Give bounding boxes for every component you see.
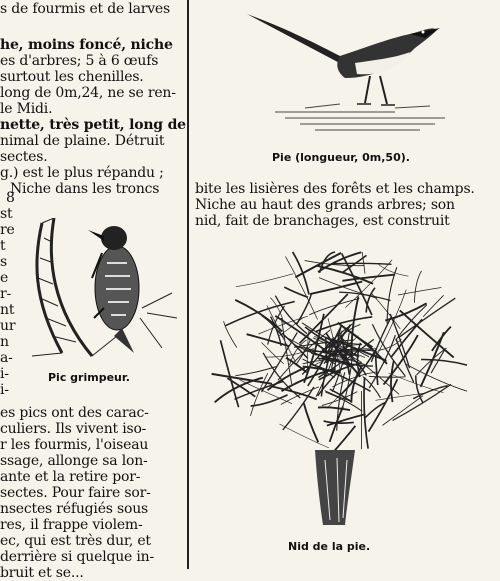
text-line: derrière si quelque in-: [0, 549, 154, 565]
text-line: r les fourmis, l'oiseau: [0, 437, 148, 453]
text-line: sectes.: [0, 149, 47, 165]
text-fragment: nt: [0, 302, 14, 318]
text-fragment: ur: [0, 318, 15, 334]
nest-stick: [393, 384, 451, 420]
text-line: nette, très petit, long de: [0, 117, 186, 133]
nest-stick: [236, 367, 277, 376]
text-fragment: t: [0, 238, 5, 254]
nest-stick: [333, 263, 391, 264]
text-line: Niche dans les troncs: [10, 181, 159, 197]
nest-stick: [309, 299, 359, 315]
nest-stick: [304, 403, 319, 442]
text-line: sectes. Pour faire sor-: [0, 485, 151, 501]
nest-stick: [421, 359, 467, 365]
text-line: ssage, allonge sa lon-: [0, 453, 148, 469]
nest-stick: [366, 288, 375, 313]
text-line: ec, qui est très dur, et: [0, 533, 151, 549]
text-fragment: 8: [6, 190, 15, 206]
text-fragment: r-: [0, 286, 11, 302]
nest-stick: [221, 340, 239, 407]
nest-stick: [332, 426, 356, 454]
nest-stick: [383, 396, 424, 426]
nest-stick: [279, 424, 328, 448]
text-line: le Midi.: [0, 101, 52, 117]
magpie-illustration: [245, 8, 460, 138]
nest-stick: [296, 294, 311, 325]
nest-stick: [391, 319, 422, 357]
text-line: g.) est le plus répandu ;: [0, 165, 164, 181]
nest-stick: [310, 282, 362, 295]
nest-stick: [251, 395, 288, 406]
text-line: he, moins foncé, niche: [0, 37, 173, 53]
nest-stick: [415, 271, 422, 303]
text-line: es pics ont des carac-: [0, 405, 149, 421]
text-line: es d'arbres; 5 à 6 œufs: [0, 53, 158, 69]
text-line: s de fourmis et de larves: [0, 1, 170, 17]
text-fragment: i-: [0, 366, 9, 382]
nest-stick: [318, 407, 350, 410]
woodpecker-illustration: [22, 218, 180, 358]
text-line: Niche au haut des grands arbres; son: [195, 197, 455, 213]
text-fragment: i-: [0, 382, 9, 398]
text-fragment: n: [0, 334, 9, 350]
text-fragment: a-: [0, 350, 13, 366]
text-line: nid, fait de branchages, est construit: [195, 213, 450, 229]
text-line: ante et la retire por-: [0, 469, 140, 485]
nest-stick: [364, 365, 399, 395]
nest-stick: [385, 303, 426, 320]
text-line: bite les lisières des forêts et les champs.: [195, 181, 475, 197]
text-fragment: st: [0, 206, 12, 222]
nest-caption: Nid de la pie.: [288, 540, 370, 553]
text-fragment: e: [0, 270, 8, 286]
magpie-caption: Pie (longueur, 0m,50).: [272, 151, 410, 164]
nest-stick: [376, 355, 378, 385]
nest-stick: [365, 402, 386, 417]
text-fragment: s: [0, 254, 7, 270]
text-line: bruit et se...: [0, 565, 84, 581]
column-divider: [187, 0, 189, 569]
nest-stick: [369, 376, 406, 377]
nest-stick: [398, 288, 442, 296]
text-line: surtout les chenilles.: [0, 69, 144, 85]
nest-stick: [406, 364, 467, 391]
nest-stick: [391, 361, 394, 402]
text-line: res, il frappe violem-: [0, 517, 143, 533]
figure-caption: Pic grimpeur.: [48, 371, 130, 384]
text-line: nsectes réfugiés sous: [0, 501, 148, 517]
nest-stick: [327, 414, 366, 426]
nest-stick: [285, 256, 317, 319]
nest-illustration: [205, 250, 470, 530]
text-line: culiers. Ils vivent iso-: [0, 421, 146, 437]
nest-stick: [236, 274, 293, 287]
text-line: long de 0m,24, ne se ren-: [0, 85, 176, 101]
text-line: nimal de plaine. Détruit: [0, 133, 164, 149]
text-fragment: re: [0, 222, 15, 238]
